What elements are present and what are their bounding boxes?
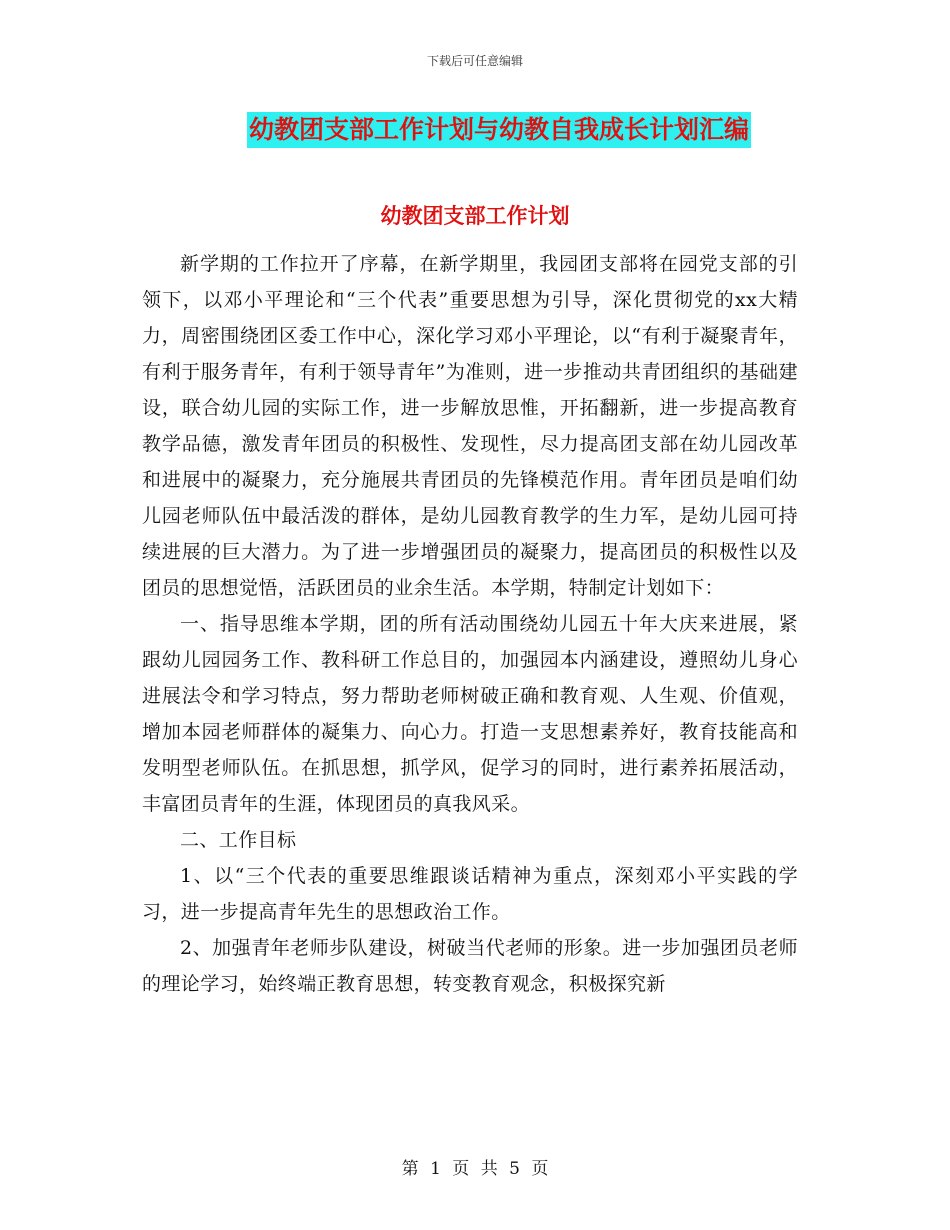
body-text	[142, 246, 798, 1002]
document-title	[0, 112, 950, 148]
section-title: 幼教团支部工作计划	[380, 203, 570, 228]
paragraph: 2、加强青年老师步队建设，树破当代老师的形象。进一步加强团员老师的理论学习，始终端正教育思想，转变教育观念，积极探究新	[142, 937, 798, 995]
paragraph: 二、工作目标	[180, 829, 297, 851]
paragraph: 新学期的工作拉开了序幕，在新学期里，我园团支部将在园党支部的引领下，以邓小平理论和“三个代表”重要思想为引导，深化贯彻党的xx大精力，周密围绕团区委工作中心，深化学习邓小平理论，以“有利于凝聚青年，有利于服务青年，有利于领导青年”为准则，进一步推动共青团组织的基础建设，联合幼儿园的实际工作，进一步解放思惟，开拓翻新，进一步提高教育教学品德，激发青年团员的积极性、发现性，尽力提高团支部在幼儿园改革和进展中的凝聚力，充分施展共青团员的先锋模范作用。青年团员是咱们幼儿园老师队伍中最活泼的群体，是幼儿园教育教学的生力军，是幼儿园可持续进展的巨大潜力。为了进一步增强团员的凝聚力，提高团员的积极性以及团员的思想觉悟，活跃团员的业余生活。本学期，特制定计划如下：	[142, 253, 798, 599]
paragraph: 一、指导思维本学期，团的所有活动围绕幼儿园五十年大庆来进展，紧跟幼儿园园务工作、教科研工作总目的，加强园本内涵建设，遵照幼儿身心进展法令和学习特点，努力帮助老师树破正确和教育观、人生观、价值观，增加本园老师群体的凝集力、向心力。打造一支思想素养好，教育技能高和发明型老师队伍。在抓思想，抓学风，促学习的同时，进行素养拓展活动，丰富团员青年的生涯，体现团员的真我风采。	[142, 613, 798, 815]
page-footer: 第 1 页 共 5 页	[401, 1159, 549, 1179]
document-title-text: 幼教团支部工作计划与幼教自我成长计划汇编	[247, 112, 751, 148]
header-note: 下载后可任意编辑	[426, 54, 523, 68]
paragraph: 1、以“三个代表的重要思维跟谈话精神为重点，深刻邓小平实践的学习，进一步提高青年先生的思想政治工作。	[142, 865, 798, 923]
